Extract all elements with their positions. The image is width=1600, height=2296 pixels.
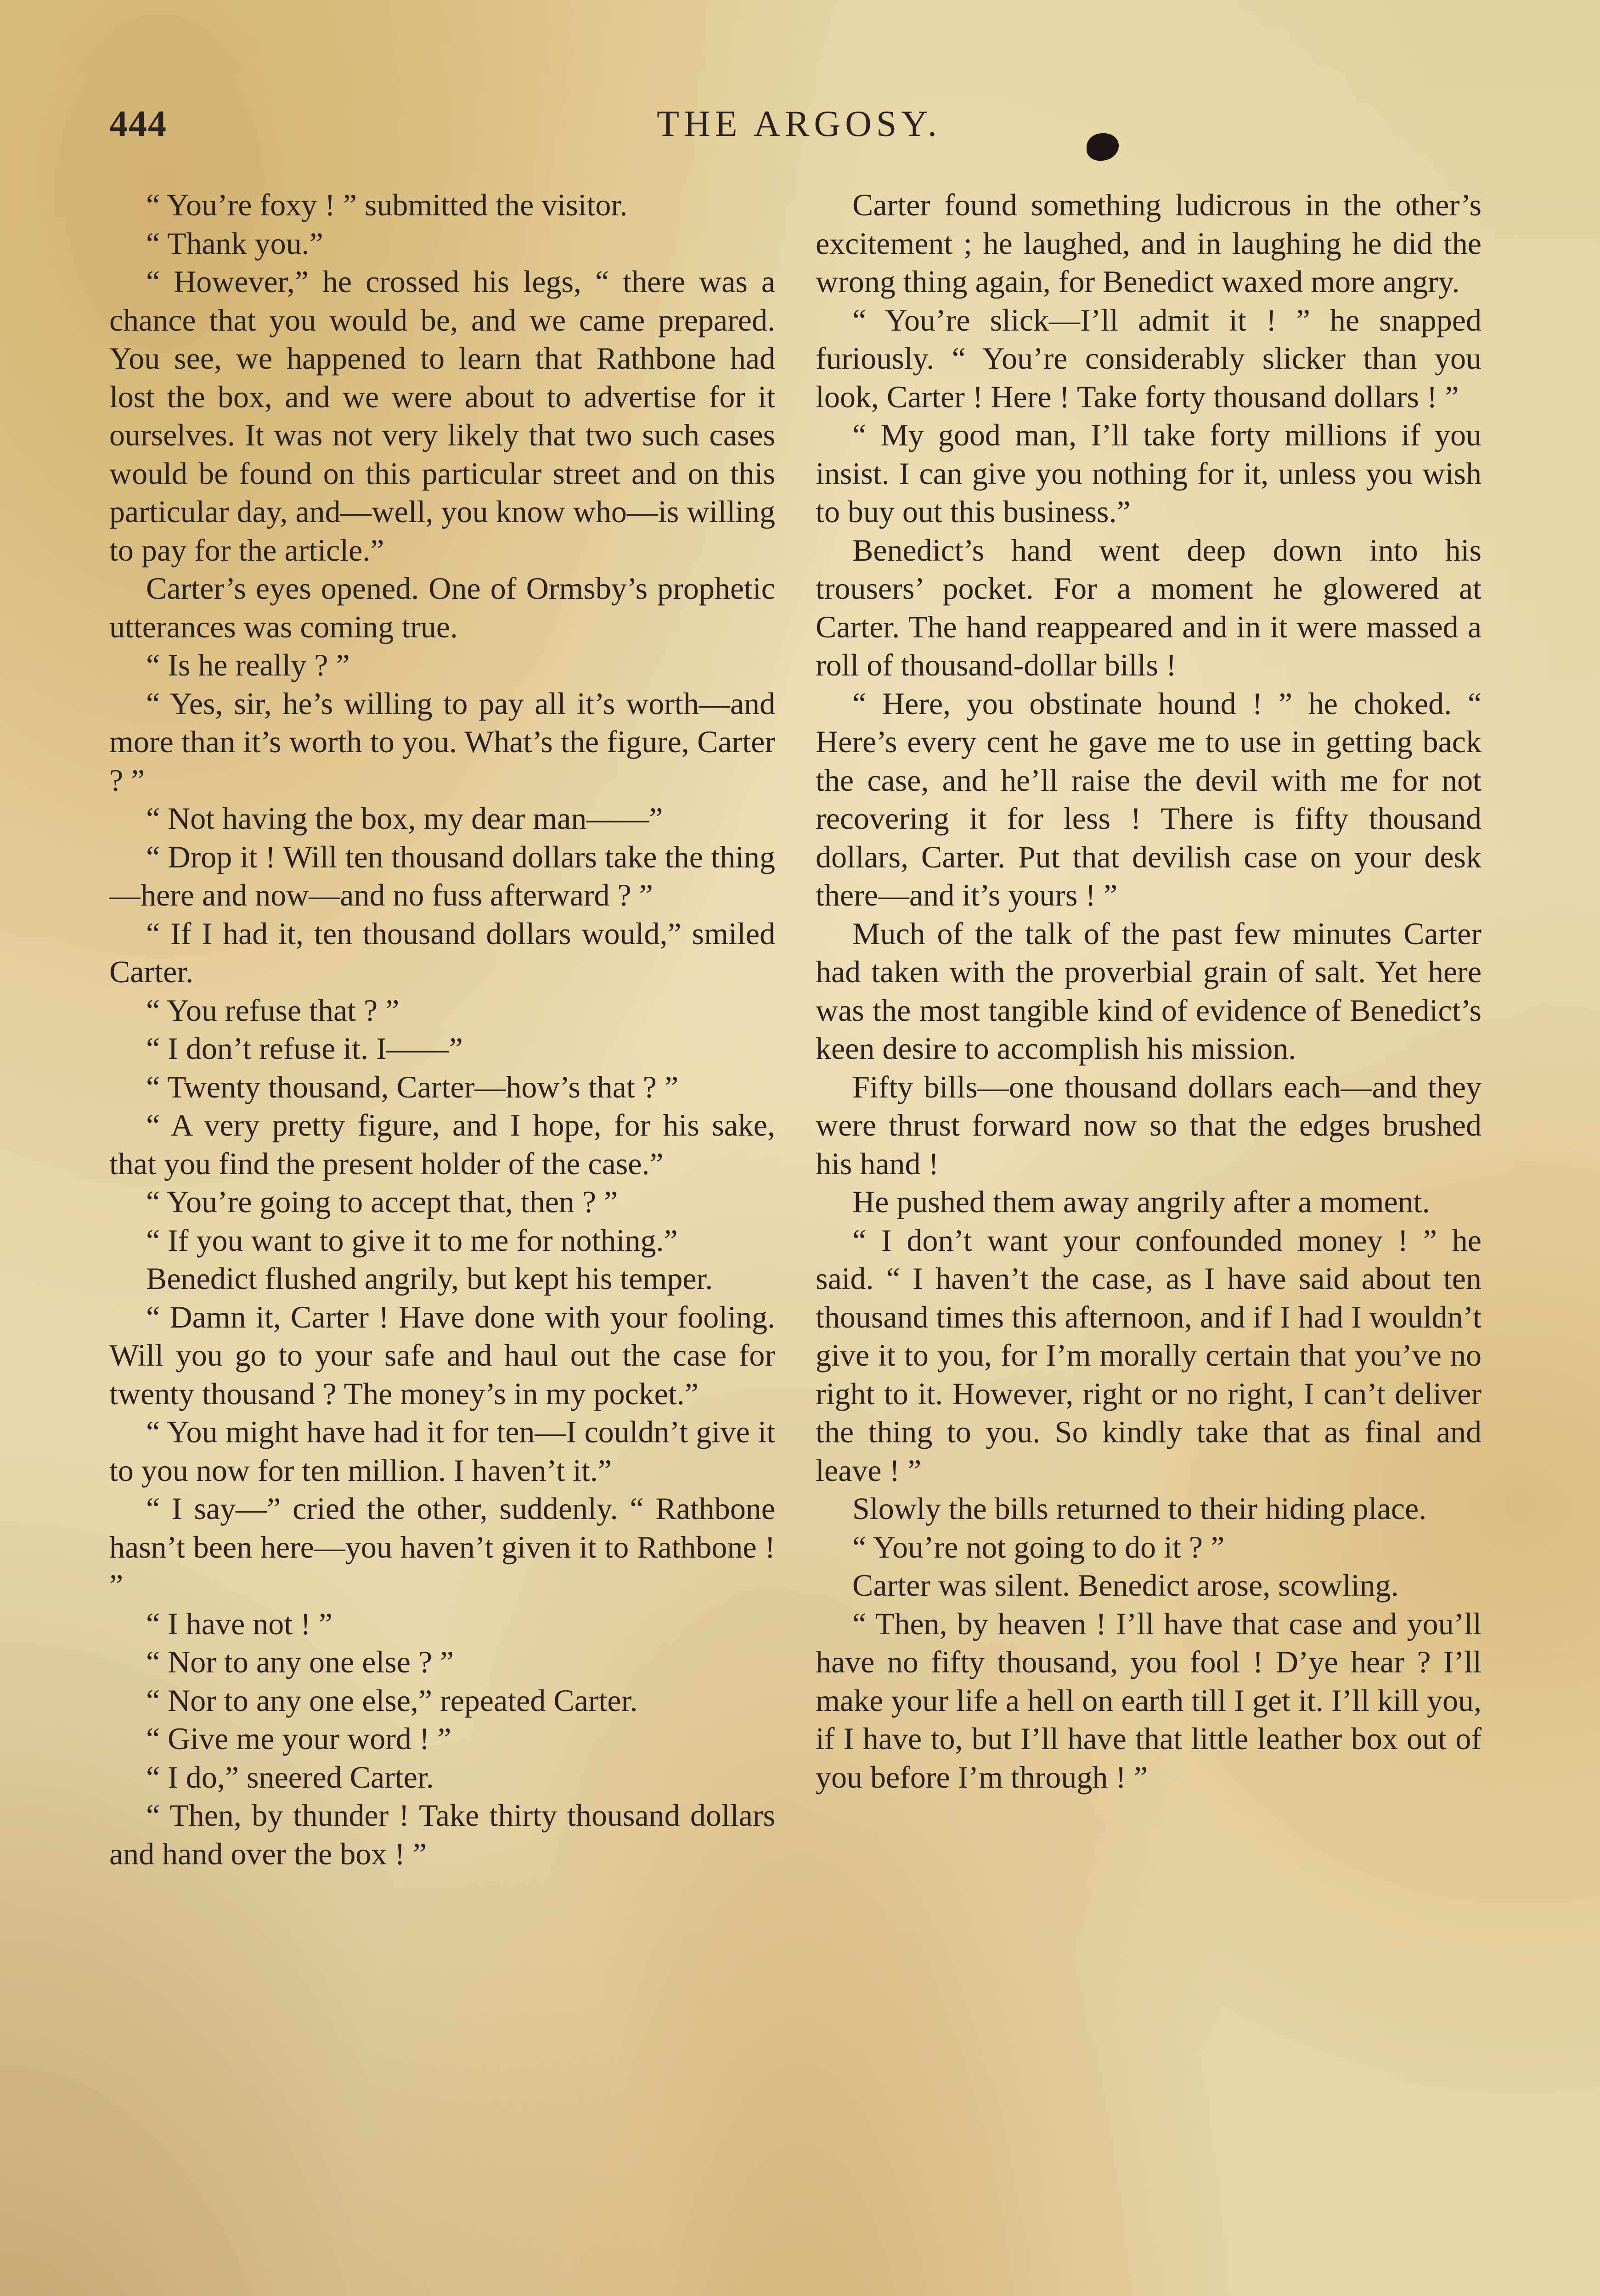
- paragraph: Fifty bills—one thousand dollars each—and they were thrust forward now so that the edges brushed his hand !: [816, 1069, 1482, 1181]
- paragraph: “ However,” he crossed his legs, “ there was a chance that you would be, and we came prepared. You see, we happened to learn that Rathbone had lost the box, and we were about to advertise for it ourselves. It was not very likely that two such cases would be found on this particular street and on this particular day, and—well, you know who—is willing to pay for the article.”: [109, 264, 775, 568]
- paragraph: “ Give me your word ! ”: [146, 1721, 451, 1756]
- paragraph: “ Then, by thunder ! Take thirty thousand dollars and hand over the box ! ”: [109, 1798, 775, 1871]
- paragraph: He pushed them away angrily after a moment.: [852, 1184, 1430, 1219]
- paragraph: “ Damn it, Carter ! Have done with your fooling. Will you go to your safe and haul out the case for twenty thousand ? The money’s in my pocket.”: [109, 1299, 775, 1411]
- paragraph: Carter’s eyes opened. One of Ormsby’s prophetic utterances was coming true.: [109, 571, 775, 644]
- paragraph: Slowly the bills returned to their hiding place.: [852, 1491, 1427, 1526]
- paragraph: “ You refuse that ? ”: [146, 992, 400, 1028]
- paragraph: Much of the talk of the past few minutes Carter had taken with the proverbial grain of salt. Yet here was the most tangible kind of evidence of Benedict’s keen desire to accomplish his mission.: [816, 916, 1482, 1066]
- paragraph: Benedict’s hand went deep down into his trousers’ pocket. For a moment he glowered at Carter. The hand reappeared and in it were massed a roll of thousand-dollar bills !: [816, 532, 1482, 682]
- paragraph: Carter found something ludicrous in the other’s excitement ; he laughed, and in laughing he did the wrong thing again, for Benedict waxed more angry.: [816, 187, 1482, 299]
- paragraph: “ You’re slick—I’ll admit it ! ” he snapped furiously. “ You’re considerably slicker than you look, Carter ! Here ! Take forty thousand dollars ! ”: [816, 302, 1482, 414]
- paragraph: “ Twenty thousand, Carter—how’s that ? ”: [146, 1069, 679, 1104]
- paragraph: “ I do,” sneered Carter.: [146, 1759, 434, 1795]
- running-title: THE ARGOSY.: [657, 104, 941, 144]
- paragraph: “ You’re foxy ! ” submitted the visitor.: [146, 187, 628, 222]
- paragraph: “ I say—” cried the other, suddenly. “ Rathbone hasn’t been here—you haven’t given it to Rathbone ! ”: [109, 1491, 775, 1603]
- ink-blot: [1087, 133, 1119, 161]
- paragraph: “ Nor to any one else,” repeated Carter.: [146, 1683, 638, 1718]
- paragraph: Carter was silent. Benedict arose, scowling.: [852, 1568, 1399, 1603]
- paragraph: “ Then, by heaven ! I’ll have that case and you’ll have no fifty thousand, you fool ! D’ye hear ? I’ll make your life a hell on earth till I get it. I’ll kill you, if I have to, but I’ll have that little leather box out of you before I’m through ! ”: [816, 1606, 1482, 1795]
- page-number: 444: [109, 104, 167, 144]
- paragraph: “ Here, you obstinate hound ! ” he choked. “ Here’s every cent he gave me to use in getting back the case, and he’ll raise the devil with me for not recovering it for less ! There is fifty thousand dollars, Carter. Put that devilish case on your desk there—and it’s yours ! ”: [816, 686, 1482, 912]
- left-column: [109, 186, 775, 1873]
- paragraph: Benedict flushed angrily, but kept his temper.: [146, 1261, 713, 1296]
- paragraph: “ Not having the box, my dear man——”: [146, 801, 663, 836]
- paragraph: “ If I had it, ten thousand dollars would,” smiled Carter.: [109, 916, 775, 989]
- paragraph: “ Is he really ? ”: [146, 647, 350, 682]
- paragraph: “ I don’t refuse it. I——”: [146, 1031, 463, 1066]
- right-column: [816, 186, 1482, 1796]
- paragraph: “ Nor to any one else ? ”: [146, 1644, 454, 1679]
- paragraph: “ My good man, I’ll take forty millions if you insist. I can give you nothing for it, unless you wish to buy out this business.”: [816, 417, 1482, 529]
- paragraph: “ You’re not going to do it ? ”: [852, 1529, 1225, 1564]
- paragraph: “ If you want to give it to me for nothing.”: [146, 1222, 678, 1258]
- paragraph: “ I don’t want your confounded money ! ” he said. “ I haven’t the case, as I have said about ten thousand times this afternoon, and if I had I wouldn’t give it to you, for I’m morally certain that you’ve no right to it. However, right or no right, I can’t deliver the thing to you. So kindly take that as final and leave ! ”: [816, 1222, 1482, 1488]
- paragraph: “ Drop it ! Will ten thousand dollars take the thing—here and now—and no fuss afterward ? ”: [109, 839, 775, 912]
- paragraph: “ Thank you.”: [146, 225, 323, 261]
- paragraph: “ Yes, sir, he’s willing to pay all it’s worth—and more than it’s worth to you. What’s the figure, Carter ? ”: [109, 686, 775, 798]
- paragraph: “ You’re going to accept that, then ? ”: [146, 1184, 618, 1219]
- running-header: [109, 103, 1489, 154]
- paragraph: “ You might have had it for ten—I couldn’t give it to you now for ten million. I haven’t it.”: [109, 1414, 775, 1488]
- paragraph: “ I have not ! ”: [146, 1606, 332, 1641]
- paragraph: “ A very pretty figure, and I hope, for his sake, that you find the present holder of the case.”: [109, 1108, 775, 1181]
